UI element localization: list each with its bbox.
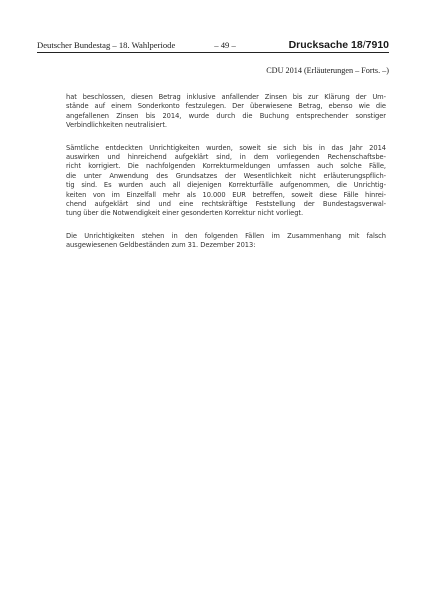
header-parliament-period: Deutscher Bundestag – 18. Wahlperiode (37, 40, 176, 50)
text-line: richt korrigiert. Die nachfolgenden Korrekturmeldungen umfassen auch solche Fälle, (66, 162, 386, 171)
text-line: tung über die Notwendigkeit einer gesonderten Korrektur nicht vorliegt. (66, 209, 304, 218)
header-document-number (289, 39, 389, 51)
text-line: ausgewiesenen Geldbeständen zum 31. Dezember 2013: (66, 241, 256, 250)
text-line: hat beschlossen, diesen Betrag inklusive anfallender Zinsen bis zur Klärung der Um- (66, 93, 386, 101)
header-doc-number: 7910 (365, 39, 389, 51)
text-line: keiten von im Einzelfall mehr als 10.000 EUR betreffen, soweit diese Fälle hinrei- (66, 190, 386, 199)
header-doc-label: Drucksache 18 (288, 39, 363, 51)
body-text (66, 93, 386, 264)
text-line: angefallenen Zinsen bis 2014, wurde durch die Buchung entsprechender sonstiger (66, 111, 386, 120)
text-line: Die Unrichtigkeiten stehen in den folgenden Fällen im Zusammenhang mit falsch (66, 231, 386, 240)
section-header: CDU 2014 (Erläuterungen – Forts. –) (266, 66, 389, 75)
text-line: Sämtliche entdeckten Unrichtigkeiten wurden, soweit sie sich bis in das Jahr 2014 (66, 143, 386, 152)
text-line: chend aufgeklärt sind und eine rechtskräftige Feststellung der Bundestagsverwal- (66, 200, 386, 209)
header-page-number: – 49 – (214, 40, 236, 50)
text-line: stände auf einem Sonderkonto festzulegen. Der überwiesene Betrag, ebenso wie die (66, 102, 386, 111)
page-header (37, 40, 389, 53)
text-line: die unter Anwendung des Grundsatzes der Wesentlichkeit nicht erläuterungspflich- (66, 171, 386, 180)
text-line: Verbindlichkeiten neutralisiert. (66, 121, 167, 130)
paragraph-1 (66, 93, 386, 131)
text-line: tig sind. Es wurden auch all diejenigen Korrekturfälle aufgenommen, die Unrichtig- (66, 181, 386, 190)
text-line: auswirken und hinreichend aufgeklärt sind, in dem vorliegenden Rechenschaftsbe- (66, 153, 386, 162)
paragraph-3 (66, 232, 386, 251)
header-doc-separator: / (362, 39, 366, 51)
paragraph-2 (66, 144, 386, 219)
